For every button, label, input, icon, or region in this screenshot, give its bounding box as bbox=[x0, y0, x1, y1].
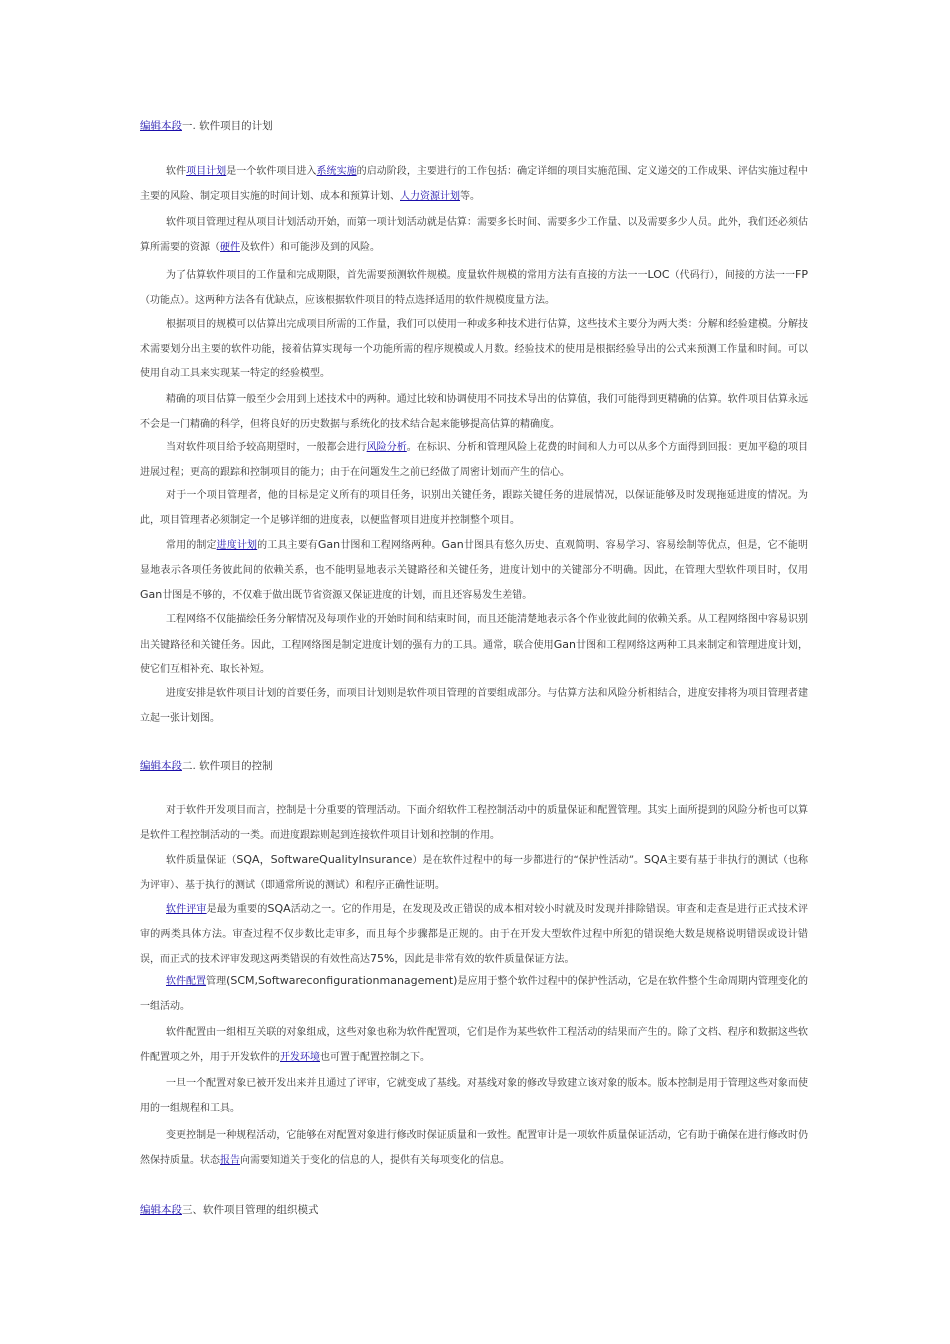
edit-section-link[interactable]: 编辑本段 bbox=[140, 120, 182, 132]
latin-text: SQA bbox=[267, 902, 291, 915]
text-run: 也可置于配置控制之下。 bbox=[320, 1051, 430, 1063]
inline-link[interactable]: 项目计划 bbox=[186, 166, 227, 177]
text-run: ）是在软件过程中的每一步都进行的“保护性活动”。 bbox=[412, 855, 645, 866]
paragraph bbox=[140, 682, 808, 731]
inline-link[interactable]: 软件配置 bbox=[166, 976, 207, 987]
inline-link[interactable]: 硬件 bbox=[220, 241, 240, 253]
text-run: 为了估算软件项目的工作量和完成期限，首先需要预测软件规模。度量软件规模的常用方法有直接的方法一一 bbox=[166, 270, 648, 281]
text-run: 廿图和工程网络两种。 bbox=[340, 540, 442, 551]
paragraph bbox=[140, 211, 808, 260]
latin-text: Gan bbox=[553, 637, 576, 651]
text-run: 是应用于整个软件过程中的保护性活动，它是在软件整个生命周期内管理变化的一组活动。 bbox=[140, 976, 809, 1012]
text-run: 等。 bbox=[460, 190, 480, 202]
paragraph bbox=[140, 533, 808, 609]
text-run: 主要有基于非执行的测试（也称为评审）、基于执行的测试（即通常所说的测试）和程序正确性证明。 bbox=[140, 855, 808, 891]
text-run: 软件质量保证（ bbox=[166, 855, 237, 866]
inline-link[interactable]: 人力资源计划 bbox=[400, 190, 460, 202]
paragraph bbox=[140, 897, 808, 973]
section-heading-1 bbox=[140, 119, 273, 133]
text-run: 廿图具有悠久历史、直观简明、容易学习、容易绘制等优点，但是，它不能明显地表示各项任务彼此间的依赖关系，也不能明显地表示关键路径和关键任务，进度计划中的关键部分不明确。因此，在管理大型软件项目时，仅用 bbox=[140, 540, 808, 576]
latin-text: FP bbox=[795, 268, 809, 281]
latin-text: Gan bbox=[140, 588, 163, 602]
paragraph bbox=[140, 313, 808, 387]
text-run: 廿图是不够的，不仅难于做出既节省资源又保证进度的计划，而且还容易发生差错。 bbox=[162, 590, 533, 602]
latin-text: SQA bbox=[644, 853, 668, 866]
paragraph bbox=[140, 848, 808, 898]
paragraph bbox=[140, 608, 808, 683]
latin-text: 75% bbox=[370, 952, 395, 966]
section-title: 三、软件项目管理的组织模式 bbox=[182, 1204, 319, 1216]
latin-text: Gan bbox=[317, 538, 341, 551]
text-run: 根据项目的规模可以估算出完成项目所需的工作量，我们可以使用一种或多种技术进行估算，这些技术主要分为两大类：分解和经验建模。分解技术需要划分出主要的软件功能，接着估算实现每一个功能所需的程序规模或人月数。经验技术的使用是根据经验导出的公式来预测工作量和时间。可以使用自动工具来实现某一特定的经验模型。 bbox=[140, 319, 808, 380]
text-run: 是最为重要的 bbox=[206, 904, 268, 915]
inline-link[interactable]: 风险分析 bbox=[366, 442, 407, 453]
section-heading-3 bbox=[140, 1203, 319, 1217]
text-run: 活动之一。它的作用是，在发现及改正错误的成本相对较小时就及时发现并排除错误。审查和走查是进行正式技术评审的两类具体方法。审查过程不仅步数比走审多，而且每个步骤都是正规的。由于在开发大型软件过程中所犯的错误绝大数是规格说明错误或设计错误，而正式的技术评审发现这两类错误的有效性高达 bbox=[140, 904, 809, 966]
paragraph bbox=[140, 436, 808, 485]
section-title: 一. 软件项目的计划 bbox=[182, 120, 273, 132]
edit-section-link[interactable]: 编辑本段 bbox=[140, 760, 182, 772]
text-run: （功能点）。这两种方法各有优缺点，应该根据软件项目的特点选择适用的软件规模度量方法。 bbox=[140, 294, 555, 306]
text-run: 的工具主要有 bbox=[257, 540, 318, 551]
text-run: 廿图和工程网络这两种工具来制定和管理进度计划，使它们互相补充、取长补短。 bbox=[140, 639, 809, 676]
paragraph bbox=[140, 799, 808, 848]
paragraph bbox=[140, 1021, 808, 1070]
text-run: 的启动阶段，主要进行的工作包括：确定详细的项目实施范围、定义递交的工作成果、评估实施过程中主要的风险、制定项目实施的时间计划、成本和预算计划、 bbox=[140, 166, 809, 202]
paragraph bbox=[140, 263, 808, 313]
latin-text: SQA，SoftwareQualityInsurance bbox=[236, 853, 413, 866]
text-run: 软件配置由一组相互关联的对象组成，这些对象也称为软件配置项，它们是作为某些软件工程活动的结果而产生的。除了文档、程序和数据这些软件配置项之外，用于开发软件的 bbox=[140, 1027, 808, 1063]
paragraph bbox=[140, 484, 808, 533]
paragraph bbox=[140, 1124, 808, 1173]
inline-link[interactable]: 报告 bbox=[220, 1154, 240, 1166]
latin-text: (SCM,Softwareconfigurationmanagement) bbox=[226, 974, 458, 987]
paragraph bbox=[140, 969, 808, 1019]
text-run: 。在标识、分析和管理风险上花费的时间和人力可以从多个方面得到回报：更加平稳的项目进展过程；更高的跟踪和控制项目的能力；由于在问题发生之前已经做了周密计划而产生的信心。 bbox=[140, 442, 809, 478]
paragraph bbox=[140, 160, 808, 209]
text-run: 向需要知道关于变化的信息的人，提供有关每项变化的信息。 bbox=[240, 1154, 510, 1166]
text-run: 精确的项目估算一般至少会用到上述技术中的两种。通过比较和协调使用不同技术导出的估算值，我们可能得到更精确的估算。软件项目估算永远不会是一门精确的科学，但将良好的历史数据与系统化的技术结合起来能够提高估算的精确度。 bbox=[140, 394, 808, 430]
text-run: 工程网络不仅能描绘任务分解情况及每项作业的开始时间和结束时间，而且还能清楚地表示各个作业彼此间的依赖关系。从工程网络图中容易识别出关键路径和关键任务。因此，工程网络图是制定进度计划的强有力的工具。通常，联合使用 bbox=[140, 614, 808, 651]
text-run: 一旦一个配置对象已被开发出来并且通过了评审，它就变成了基线。对基线对象的修改导致建立该对象的版本。版本控制是用于管理这些对象而使用的一组规程和工具。 bbox=[140, 1078, 808, 1114]
paragraph bbox=[140, 388, 808, 437]
text-run: 当对软件项目给予较高期望时，一般都会进行 bbox=[166, 442, 367, 453]
text-run: 对于一个项目管理者，他的目标是定义所有的项目任务，识别出关键任务，跟踪关键任务的进展情况，以保证能够及时发现拖延进度的情况。为此，项目管理者必须制定一个足够详细的进度表，以便监督项目进度并控制整个项目。 bbox=[140, 490, 808, 526]
paragraph bbox=[140, 1072, 808, 1121]
inline-link[interactable]: 进度计划 bbox=[216, 540, 258, 551]
inline-link[interactable]: 系统实施 bbox=[316, 166, 357, 177]
latin-text: LOC bbox=[647, 268, 670, 281]
edit-section-link[interactable]: 编辑本段 bbox=[140, 1204, 182, 1216]
text-run: 对于软件开发项目而言，控制是十分重要的管理活动。下面介绍软件工程控制活动中的质量保证和配置管理。其实上面所提到的风险分析也可以算是软件工程控制活动的一类。而进度跟踪则起到连接软件项目计划和控制的作用。 bbox=[140, 805, 808, 841]
text-run: 是一个软件项目进入 bbox=[226, 166, 317, 177]
inline-link[interactable]: 开发环境 bbox=[280, 1051, 320, 1063]
text-run: ，因此是非常有效的软件质量保证方法。 bbox=[394, 954, 575, 966]
text-run: 软件项目管理过程从项目计划活动开始，而第一项计划活动就是估算：需要多长时间、需要多少工作量、以及需要多少人员。此外，我们还必须估算所需要的资源（ bbox=[140, 217, 808, 253]
text-run: （代码行），间接的方法一一 bbox=[669, 270, 796, 281]
text-run: 常用的制定 bbox=[166, 540, 217, 551]
text-run: 及软件）和可能涉及到的风险。 bbox=[240, 241, 380, 253]
section-title: 二. 软件项目的控制 bbox=[182, 760, 273, 772]
inline-link[interactable]: 软件评审 bbox=[166, 904, 207, 915]
text-run: 变更控制是一种规程活动，它能够在对配置对象进行修改时保证质量和一致性。配置审计是一项软件质量保证活动，它有助于确保在进行修改时仍然保持质量。状态 bbox=[140, 1130, 808, 1166]
text-run: 软件 bbox=[166, 166, 187, 177]
latin-text: Gan bbox=[441, 538, 464, 551]
text-run: 管理 bbox=[206, 976, 227, 987]
section-heading-2 bbox=[140, 759, 273, 773]
text-run: 进度安排是软件项目计划的首要任务，而项目计划则是软件项目管理的首要组成部分。与估算方法和风险分析相结合，进度安排将为项目管理者建立起一张计划图。 bbox=[140, 688, 808, 724]
